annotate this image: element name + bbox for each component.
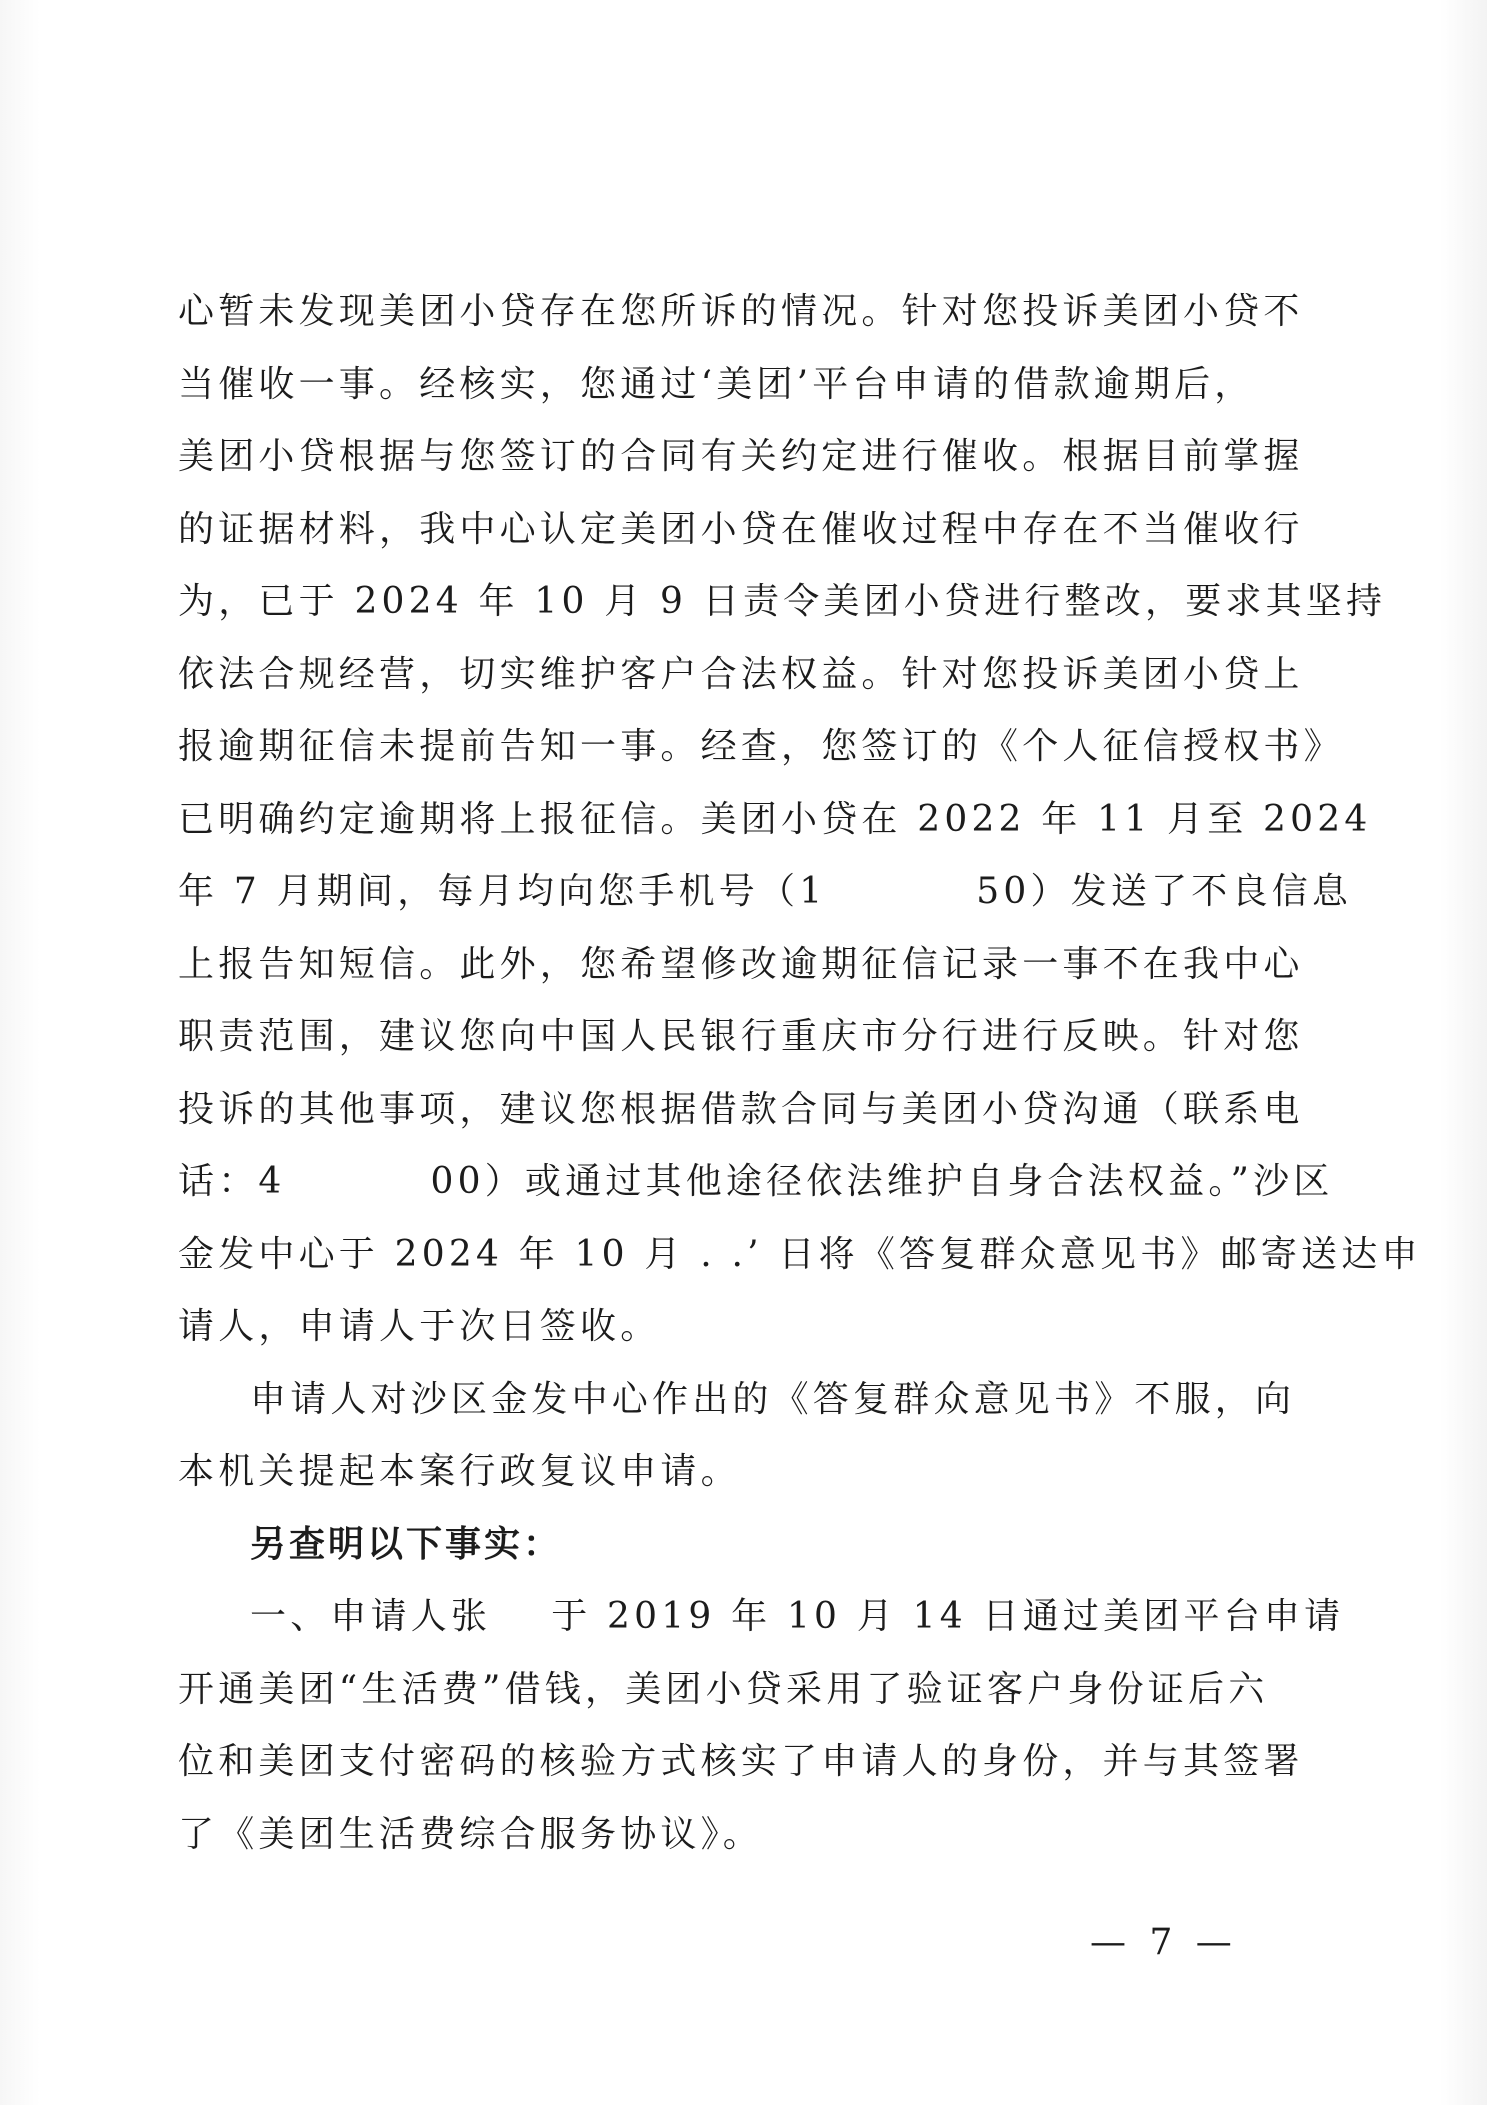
text-line: 心暂未发现美团小贷存在您所诉的情况。针对您投诉美团小贷不 (178, 291, 1304, 332)
text-line: 美团小贷根据与您签订的合同有关约定进行催收。根据目前掌握 (178, 436, 1304, 477)
text-segment: 话：4 (178, 1161, 286, 1202)
text-line: 位和美团支付密码的核验方式核实了申请人的身份，并与其签署 (178, 1741, 1304, 1782)
text-line: 的证据材料，我中心认定美团小贷在催收过程中存在不当催收行 (178, 508, 1304, 550)
text-line-redacted (178, 1581, 1345, 1654)
text-line: 依法合规经营，切实维护客户合法权益。针对您投诉美团小贷上 (178, 653, 1304, 695)
redaction-box (826, 874, 976, 914)
page-number: — 7 — (1090, 1922, 1238, 1963)
text-line: 请人，申请人于次日签收。 (178, 1306, 661, 1347)
text-segment: 于 2019 年 10 月 14 日通过美团平台申请 (551, 1596, 1345, 1637)
paragraph-start-line: 申请人对沙区金发中心作出的《答复群众意见书》不服，向 (250, 1378, 1296, 1420)
text-line: 为，已于 2024 年 10 月 9 日责令美团小贷进行整改，要求其坚持 (178, 581, 1387, 622)
text-line-redacted (178, 856, 1353, 929)
text-line: 了《美团生活费综合服务协议》。 (178, 1813, 764, 1855)
text-line: 已明确约定逾期将上报征信。美团小贷在 2022 年 11 月至 2024 (178, 798, 1372, 840)
text-segment: 00）或通过其他途径依法维护自身合法权益。”沙区 (430, 1161, 1334, 1202)
text-line-redacted (178, 1146, 1334, 1219)
text-line: 本机关提起本案行政复议申请。 (178, 1451, 741, 1492)
text-line: 上报告知短信。此外，您希望修改逾期征信记录一事不在我中心 (178, 943, 1304, 985)
text-segment: 一、申请人张 (250, 1596, 492, 1637)
redaction-box (491, 1599, 551, 1639)
text-segment: 年 7 月期间，每月均向您手机号（1 (178, 871, 827, 912)
text-line: 投诉的其他事项，建议您根据借款合同与美团小贷沟通（联系电 (178, 1088, 1304, 1130)
text-line: 报逾期征信未提前告知一事。经查，您签订的《个人征信授权书》 (178, 726, 1344, 767)
redaction-box (286, 1164, 431, 1204)
text-segment: 50）发送了不良信息 (976, 871, 1353, 912)
section-heading: 另查明以下事实： (250, 1523, 563, 1565)
text-line: 开通美团“生活费”借钱，美团小贷采用了验证客户身份证后六 (178, 1668, 1269, 1710)
text-line: 当催收一事。经核实，您通过‘美团’平台申请的借款逾期后， (178, 363, 1255, 405)
document-body (178, 276, 1422, 1871)
text-line: 金发中心于 2024 年 10 月 . .’ 日将《答复群众意见书》邮寄送达申 (178, 1233, 1422, 1275)
text-line: 职责范围，建议您向中国人民银行重庆市分行进行反映。针对您 (178, 1016, 1304, 1057)
